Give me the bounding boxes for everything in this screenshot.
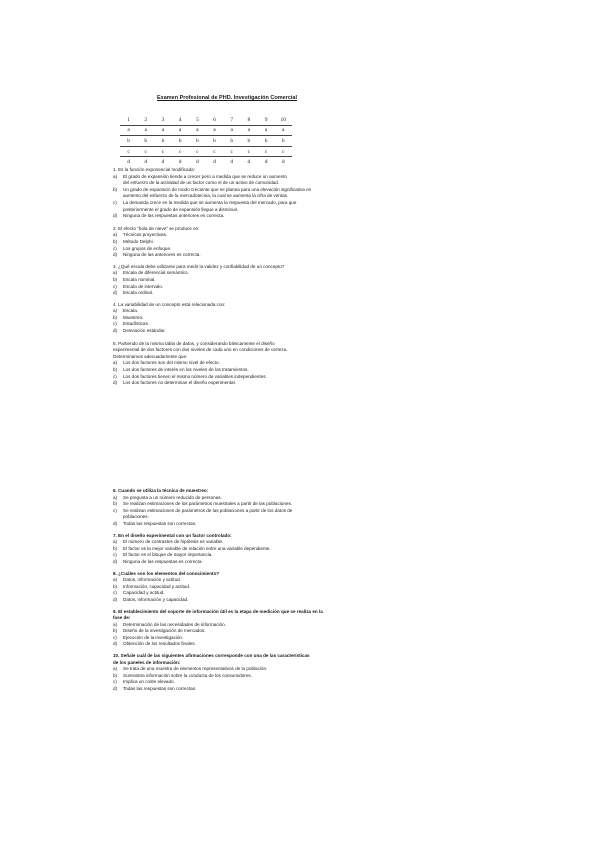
question-8 [113, 571, 323, 604]
option-label: b) [113, 186, 118, 192]
option-label: a) [113, 494, 118, 500]
answer-option [113, 552, 323, 559]
option-label: d) [113, 290, 118, 296]
option-label: c) [113, 373, 117, 379]
option-label: d) [113, 641, 118, 647]
question-stem: experimental de dos factores con dos niveles de cada uno en condiciones de certeza. [113, 347, 288, 353]
answer-option [113, 597, 323, 604]
answer-key-cell: b [223, 136, 240, 147]
option-label: b) [113, 672, 118, 678]
option-text: Muestreo. [123, 314, 144, 320]
question-5 [113, 341, 311, 387]
question-3 [113, 264, 311, 297]
option-label: d) [113, 596, 118, 602]
option-text: posteriormente el grado de expansión llegue a disminuir. [123, 206, 239, 212]
answer-option [113, 213, 311, 220]
option-label: a) [113, 232, 118, 238]
answer-option [113, 277, 311, 284]
question-stem: 8. ¿Cuáles son los elementos del conocimiento? [113, 570, 220, 576]
option-text: Escala de diferencial semántico. [123, 270, 189, 276]
option-text: El factor es el bloque de mayor importancia. [123, 552, 213, 558]
option-text: Se trata de una muestra de elementos representativos de la población. [123, 666, 268, 672]
option-label: c) [113, 634, 117, 640]
answer-key-row [120, 125, 292, 136]
question-4 [113, 302, 311, 335]
option-text: Capacidad y actitud. [123, 590, 165, 596]
answer-option [113, 174, 311, 181]
option-label: d) [113, 686, 118, 692]
option-label: b) [113, 238, 118, 244]
answer-key-row [120, 115, 292, 125]
question-stem: fase de: [113, 615, 131, 621]
answer-key-cell: 10 [280, 116, 287, 123]
answer-option [113, 501, 323, 508]
question-7 [113, 533, 323, 566]
answer-option [113, 246, 311, 253]
option-text: Se realizan estimaciones de parámetros de las poblaciones a partir de los datos de [123, 507, 293, 513]
option-label: b) [113, 501, 118, 507]
answer-key-cell: a [223, 125, 240, 136]
option-text: Suministra información sobre la conducta de los consumidores. [123, 672, 252, 678]
answer-option [113, 521, 323, 528]
answer-option [113, 539, 323, 546]
answer-option [113, 641, 323, 648]
answer-option [113, 187, 311, 194]
answer-option [113, 180, 311, 187]
question-stem: 7. En el diseño experimental con un factor controlado: [113, 532, 232, 538]
option-label: c) [113, 552, 117, 558]
answer-option [113, 635, 323, 642]
answer-option [113, 495, 323, 502]
option-text: Todas las respuestas son correctas. [123, 686, 197, 692]
option-text: Información, capacidad y actitud. [123, 583, 191, 589]
option-text: Se realizan estimaciones de los parámetros muestrales a partir de las poblaciones. [123, 501, 293, 507]
option-label: d) [113, 380, 118, 386]
answer-key-cell: c [223, 146, 240, 157]
question-2 [113, 226, 311, 259]
answer-key-cell: a [137, 125, 154, 136]
option-label: a) [113, 270, 118, 276]
answer-option [113, 686, 323, 693]
question-stem: 2. El efecto "bola de nieve" se produce en: [113, 225, 200, 231]
option-text: del esfuerzo de la actividad de un factor como el de un activo de comunidad. [123, 180, 280, 186]
option-text: Los dos factores tienen el mismo número de variables independientes. [123, 373, 267, 379]
answer-key-cell: 5 [195, 116, 199, 123]
option-text: Escala ordinal. [123, 290, 154, 296]
answer-option [113, 679, 323, 686]
answer-key-cell: c [137, 146, 154, 157]
option-text: Ninguna de las respuestas anteriores es correcta. [123, 213, 225, 219]
answer-key-cell: 2 [144, 116, 148, 123]
answer-key-cell: d [206, 157, 223, 167]
answer-option [113, 315, 311, 322]
question-stem: 3. ¿Qué escala debe utilizarse para medir la validez y confiabilidad de un concepto? [113, 263, 285, 269]
question-stem: 4. La variabilidad de un concepto está relacionada con: [113, 301, 226, 307]
option-label: c) [113, 321, 117, 327]
answer-option [113, 559, 323, 566]
question-stem: 6. Cuando se utiliza la técnica de muestreo: [113, 488, 209, 493]
option-text: Escala. [123, 308, 139, 314]
answer-key-cell: d [223, 157, 240, 167]
answer-key-cell: b [172, 136, 189, 147]
answer-key-cell: a [240, 125, 257, 136]
answer-key-cell: d [137, 157, 154, 167]
answer-key-cell: b [206, 136, 223, 147]
answer-option [113, 590, 323, 597]
answer-option [113, 270, 311, 277]
answer-key-cell: d [189, 157, 206, 167]
answer-option [113, 284, 311, 291]
option-label: b) [113, 545, 118, 551]
answer-option [113, 232, 311, 239]
option-label: d) [113, 213, 118, 219]
questions-block-b [113, 488, 323, 693]
answer-key-cell: c [120, 146, 137, 157]
option-text: Se pregunta a un número reducido de personas. [123, 494, 222, 500]
question-stem: 5. Partiendo de la misma tabla de datos, y considerando básicamente el diseño [113, 340, 275, 346]
answer-key-cell: a [172, 125, 189, 136]
option-label: a) [113, 621, 118, 627]
option-text: Un grado de expansión de modo creciente que se planea para una elevación significativa en [123, 186, 312, 192]
option-label: b) [113, 314, 118, 320]
option-label: a) [113, 308, 118, 314]
option-text: Todas las respuestas son correctas. [123, 520, 197, 526]
option-text: Los grupos de enfoque. [123, 245, 172, 251]
option-label: a) [113, 666, 118, 672]
question-stem: 10. Señale cuál de las siguientes afirmaciones corresponde con una de las características [113, 653, 310, 659]
answer-option [113, 360, 311, 367]
question-stem: Determinamos adecuadamente que: [113, 353, 188, 359]
answer-key-cell: a [206, 125, 223, 136]
answer-key-cell: c [206, 146, 223, 157]
answer-key-cell: b [154, 136, 171, 147]
option-label: d) [113, 558, 118, 564]
option-text: Obtención de los resultados finales. [123, 641, 196, 647]
answer-option [113, 207, 311, 214]
answer-option [113, 290, 311, 297]
option-text: El número de contrastes de hipótesis es variable. [123, 539, 224, 545]
option-label: d) [113, 328, 118, 334]
option-text: Escala de intervalo. [123, 283, 164, 289]
option-text: Datos, información y capacidad. [123, 596, 189, 602]
option-text: Los dos factores son del mismo nivel de efecto. [123, 360, 220, 366]
answer-key-row [120, 157, 292, 167]
answer-option [113, 374, 311, 381]
answer-key-cell: c [172, 146, 189, 157]
answer-key-cell: d [258, 157, 275, 167]
option-label: c) [113, 283, 117, 289]
answer-option [113, 328, 311, 335]
answer-key-cell: d [240, 157, 257, 167]
option-label: c) [113, 679, 117, 685]
option-label: b) [113, 367, 118, 373]
option-text: Determinación de las necesidades de información. [123, 621, 226, 627]
answer-option [113, 308, 311, 315]
answer-key-cell: a [189, 125, 206, 136]
answer-key-cell: b [258, 136, 275, 147]
answer-key-row [120, 136, 292, 147]
questions-block-a [113, 167, 311, 387]
answer-key-cell: b [240, 136, 257, 147]
option-label: a) [113, 173, 118, 179]
option-text: Técnicas proyectivas. [123, 232, 168, 238]
option-text: poblaciones. [123, 514, 149, 520]
question-stem: 9. El establecimiento del soporte de información útil es la etapa de medición que se realiza en la [113, 608, 323, 614]
answer-option [113, 514, 323, 521]
answer-option [113, 577, 323, 584]
answer-key-cell: c [275, 146, 292, 157]
option-text: Datos, información y actitud. [123, 577, 181, 583]
answer-key-cell: b [137, 136, 154, 147]
option-text: Los dos factores de interés en los niveles de los tratamientos. [123, 367, 249, 373]
option-text: Desviación estándar. [123, 328, 166, 334]
answer-key-cell: d [275, 157, 292, 167]
answer-key-row [120, 146, 292, 157]
question-stem: 1. Es la función exponencial modificada: [113, 167, 195, 172]
answer-key-cell: a [258, 125, 275, 136]
answer-key-cell: d [172, 157, 189, 167]
answer-key-cell: c [258, 146, 275, 157]
answer-option [113, 193, 311, 200]
answer-option [113, 200, 311, 207]
answer-option [113, 252, 311, 259]
exam-title: Examen Profesional de PHD. Investigación Comercial [157, 95, 297, 101]
answer-option [113, 584, 323, 591]
option-label: c) [113, 245, 117, 251]
option-label: c) [113, 507, 117, 513]
answer-key-cell: 4 [178, 116, 182, 123]
answer-option [113, 622, 323, 629]
answer-key-cell: 1 [127, 116, 130, 123]
answer-key-cell: 8 [247, 116, 251, 123]
option-label: b) [113, 628, 118, 634]
option-label: d) [113, 252, 118, 258]
answer-key-cell: 7 [230, 116, 234, 123]
answer-option [113, 508, 323, 515]
answer-option [113, 546, 323, 553]
answer-option [113, 628, 323, 635]
option-label: a) [113, 360, 118, 366]
option-label: b) [113, 276, 118, 282]
answer-option [113, 666, 323, 673]
option-text: Estadísticas. [123, 321, 150, 327]
answer-key-cell: d [120, 157, 137, 167]
option-text: Escala nominal. [123, 276, 156, 282]
question-1 [113, 167, 311, 220]
option-text: El grado de expansión tiende a crecer pero a medida que se reduce un aumento [123, 173, 287, 179]
option-text: Ninguna de las anteriores es correcta. [123, 252, 201, 258]
answer-key-cell: 9 [264, 116, 268, 123]
answer-key-cell: b [189, 136, 206, 147]
option-text: Método Delphi. [123, 238, 154, 244]
answer-option [113, 367, 311, 374]
answer-key-cell: d [154, 157, 171, 167]
answer-option [113, 673, 323, 680]
option-text: El factor es la mejor variable de relación entre una variable dependiente. [123, 545, 271, 551]
option-label: c) [113, 199, 117, 205]
answer-key-cell: a [154, 125, 171, 136]
option-label: a) [113, 577, 118, 583]
option-text: Diseño de la investigación de mercados. [123, 628, 206, 634]
answer-key-cell: a [275, 125, 292, 136]
answer-key-cell: c [240, 146, 257, 157]
question-stem: de los paneles de información: [113, 659, 181, 665]
option-label: b) [113, 583, 118, 589]
question-6 [113, 488, 323, 528]
answer-key-cell: b [120, 136, 137, 147]
answer-key-cell: c [189, 146, 206, 157]
question-10 [113, 653, 323, 693]
answer-option [113, 321, 311, 328]
answer-option [113, 380, 311, 387]
option-text: aumento del esfuerzo de la mercadotecnia, la cual se aumenta la cifra de ventas. [123, 193, 289, 199]
answer-key-cell: 3 [161, 116, 165, 123]
option-text: Los dos factores no determinan el diseño experimental. [123, 380, 236, 386]
answer-key-cell: 6 [213, 116, 216, 123]
answer-key-cell: a [120, 125, 137, 136]
answer-key-cell: c [154, 146, 171, 157]
question-9 [113, 609, 323, 649]
option-text: La demanda crece en la medida que se aumenta la respuesta del mercado, para que [123, 199, 297, 205]
answer-option [113, 239, 311, 246]
option-label: a) [113, 539, 118, 545]
answer-key-cell: b [275, 136, 292, 147]
option-label: c) [113, 590, 117, 596]
option-label: d) [113, 520, 118, 526]
option-text: Ejecución de la investigación. [123, 634, 184, 640]
answer-key-table [120, 115, 292, 167]
option-text: Implica un coste elevado. [123, 679, 175, 685]
option-text: Ninguna de las respuestas es correcta. [123, 558, 203, 564]
